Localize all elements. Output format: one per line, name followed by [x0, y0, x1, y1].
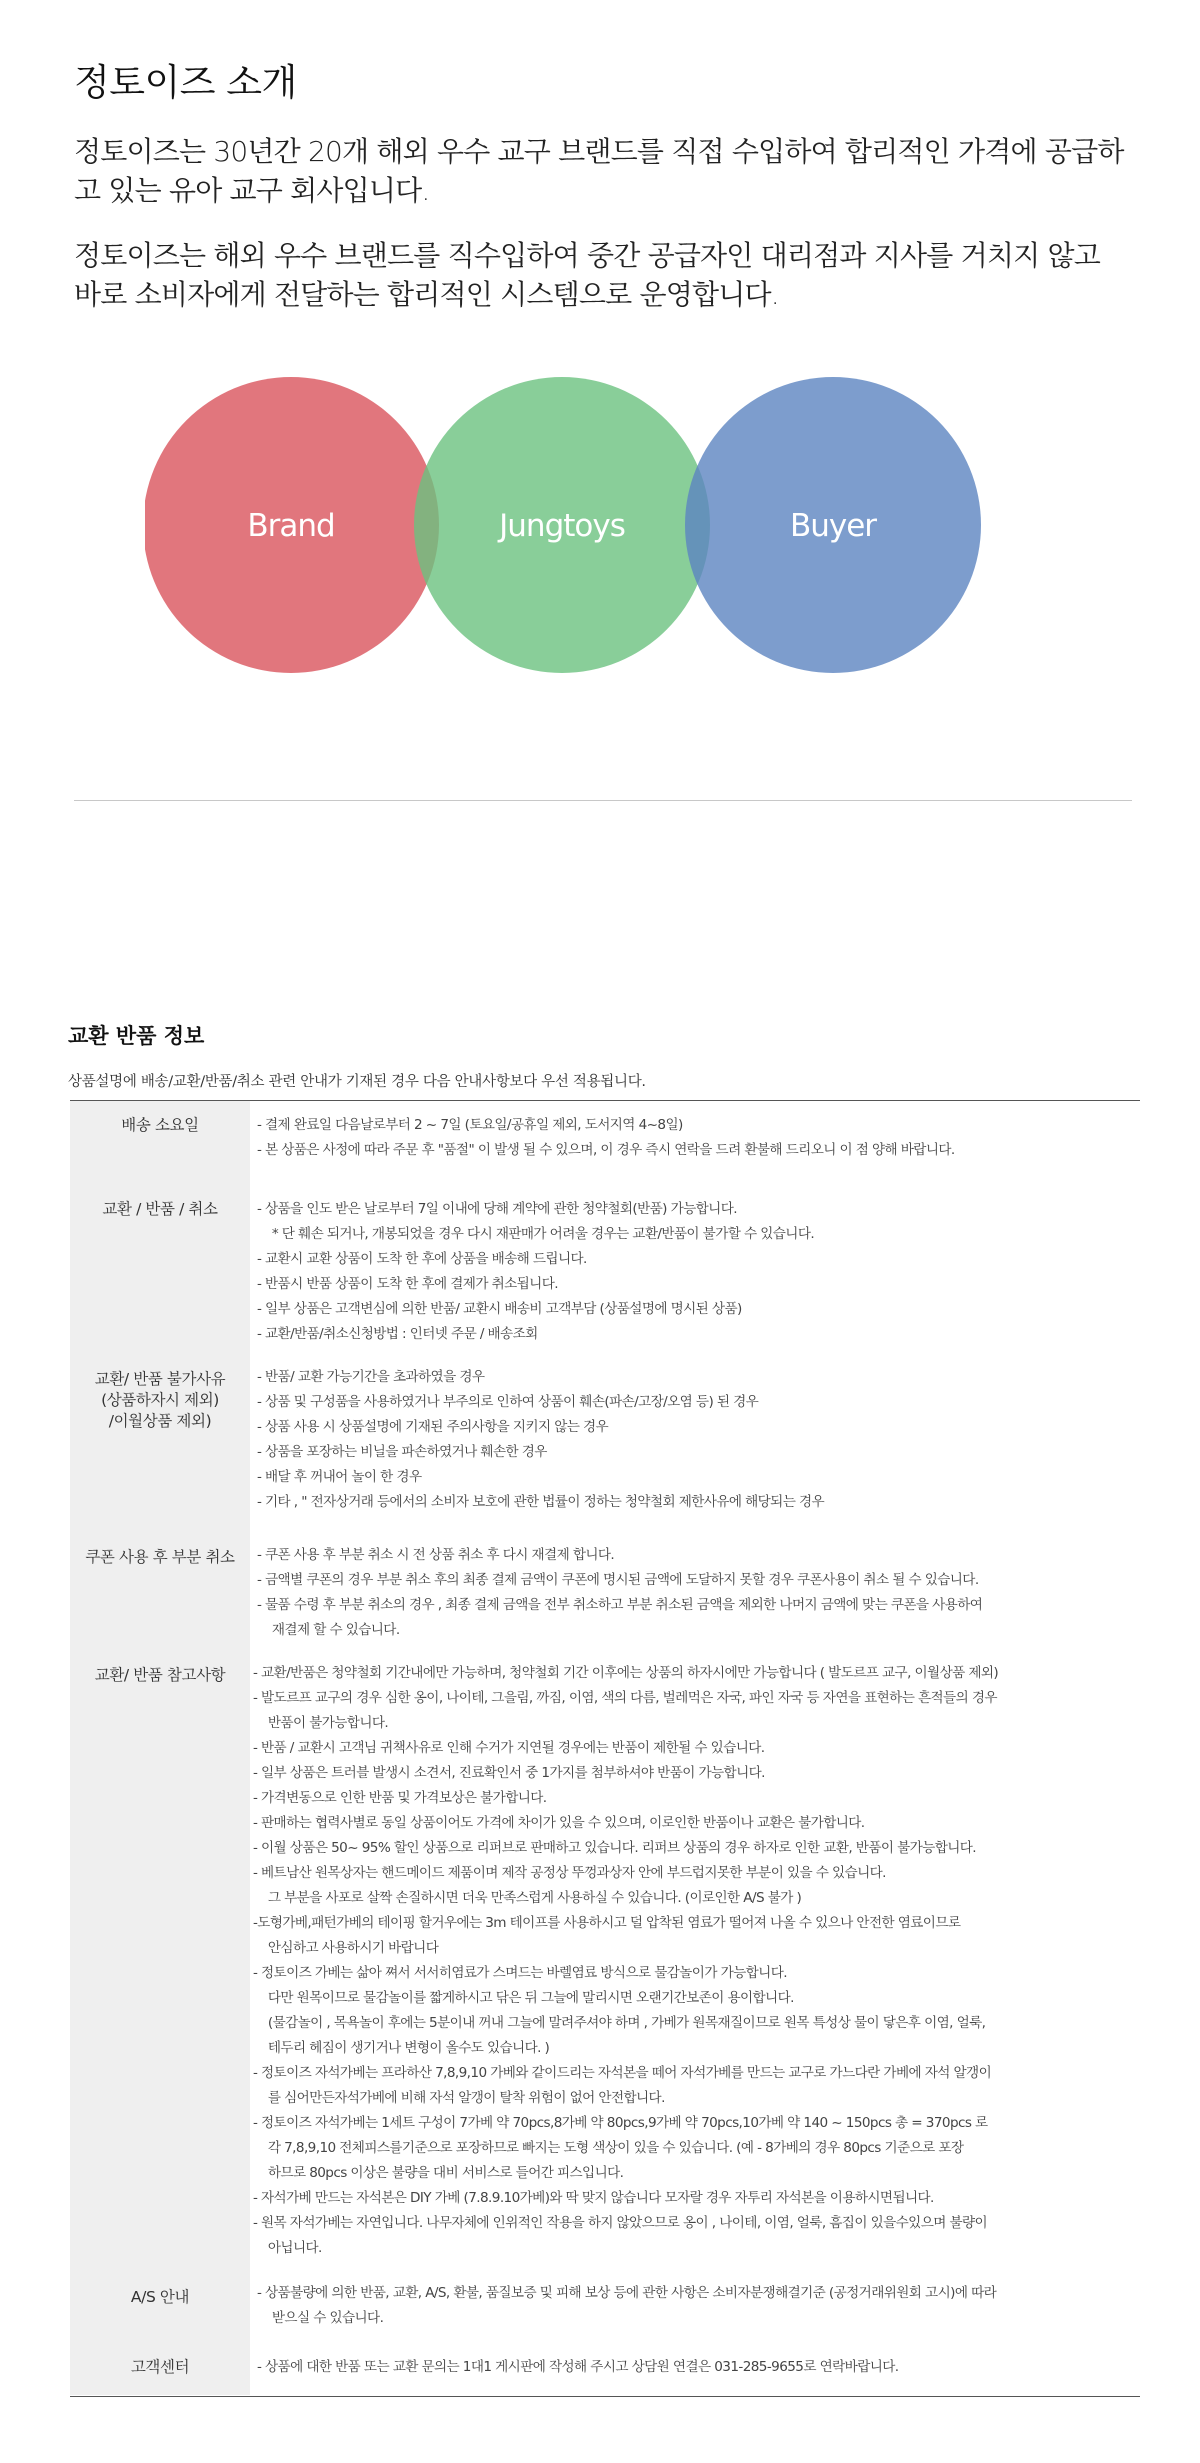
row-line: - 물품 수령 후 부분 취소의 경우 , 최종 결제 금액을 전부 취소하고 부분 취소된 금액을 제외한 나머지 금액에 맞는 쿠폰을 사용하여: [257, 1597, 983, 1613]
row-header-line: 교환/ 반품 불가사유: [94, 1370, 226, 1388]
row-header: [70, 1101, 250, 1181]
row-line: * 단 훼손 되거나, 개봉되었을 경우 다시 재판매가 어려울 경우는 교환/반품이 불가할 수 있습니다.: [257, 1226, 815, 1242]
row-body: [257, 1543, 1140, 1643]
row-line: - 일부 상품은 고객변심에 의한 반품/ 교환시 배송비 고객부담 (상품설명에 명시된 상품): [257, 1301, 742, 1317]
row-line: 각 7,8,9,10 전체피스를기준으로 포장하므로 빠지는 도형 색상이 있을 수 있습니다. (예 - 8가베의 경우 80pcs 기준으로 포장: [253, 2140, 964, 2156]
row-line: - 상품을 인도 받은 날로부터 7일 이내에 당해 계약에 관한 청약철회(반품) 가능합니다.: [257, 1201, 737, 1217]
row-line: - 교환/반품은 청약철회 기간내에만 가능하며, 청약철회 기간 이후에는 상품의 하자시에만 가능합니다 ( 발도르프 교구, 이월상품 제외): [253, 1665, 999, 1681]
brand-label: Brand: [247, 508, 335, 544]
policy-row-coupon: [70, 1533, 1140, 1653]
row-header: [70, 2341, 250, 2395]
row-line: - 기타 , " 전자상거래 등에서의 소비자 보호에 관한 법률이 정하는 청약철회 제한사유에 해당되는 경우: [257, 1494, 825, 1510]
row-line: 테두리 헤짐이 생기거나 변형이 올수도 있습니다. ): [253, 2040, 550, 2056]
row-header: [70, 1533, 250, 1653]
row-line: - 베트남산 원목상자는 핸드메이드 제품이며 제작 공정상 뚜껑과상자 안에 부드럽지못한 부분이 있을 수 있습니다.: [253, 1865, 886, 1881]
row-line: - 결제 완료일 다음날로부터 2 ~ 7일 (토요일/공휴일 제외, 도서지역 4~8일): [257, 1117, 683, 1133]
intro-paragraph-2: 정토이즈는 해외 우수 브랜드를 직수입하여 중간 공급자인 대리점과 지사를 거치지 않고 바로 소비자에게 전달하는 합리적인 시스템으로 운영합니다.: [74, 239, 1100, 311]
section-divider: [74, 800, 1132, 801]
row-body: [257, 1197, 1140, 1347]
row-line: - 상품 및 구성품을 사용하였거나 부주의로 인하여 상품이 훼손(파손/고장/오염 등) 된 경우: [257, 1394, 759, 1410]
row-line: - 교환/반품/취소신청방법 : 인터넷 주문 / 배송조회: [257, 1326, 538, 1342]
row-header: [70, 1361, 250, 1533]
row-body: [257, 1113, 1140, 1163]
row-line: 를 심어만든자석가베에 비해 자석 알갱이 탈착 위험이 없어 안전합니다.: [253, 2090, 665, 2106]
buyer-label: Buyer: [789, 508, 877, 544]
row-header: [70, 2273, 250, 2341]
row-header-line: 고객센터: [130, 2358, 190, 2376]
row-line: - 상품에 대한 반품 또는 교환 문의는 1대1 게시판에 작성해 주시고 상담원 연결은 031-285-9655로 연락바랍니다.: [257, 2359, 899, 2375]
row-header-line: A/S 안내: [130, 2288, 190, 2306]
row-body: [257, 2281, 1140, 2331]
row-line: - 정토이즈 자석가베는 프라하산 7,8,9,10 가베와 같이드리는 자석본을 떼어 자석가베를 만드는 교구로 가느다란 가베에 자석 알갱이: [253, 2065, 992, 2081]
row-line: - 정토이즈 가베는 삶아 쪄서 서서히염료가 스며드는 바렐염료 방식으로 물감놀이가 가능합니다.: [253, 1965, 787, 1981]
row-line: 안심하고 사용하시기 바랍니다: [253, 1940, 439, 1956]
intro-title: 정토이즈 소개: [74, 61, 297, 104]
row-line: 그 부분을 사포로 살짝 손질하시면 더욱 만족스럽게 사용하실 수 있습니다. (이로인한 A/S 불가 ): [253, 1890, 802, 1906]
policy-row-notes: [70, 1653, 1140, 2273]
row-header-line: 쿠폰 사용 후 부분 취소: [85, 1548, 235, 1566]
row-line: 하므로 80pcs 이상은 불량을 대비 서비스로 들어간 피스입니다.: [253, 2165, 624, 2181]
row-line: (물감놀이 , 목욕놀이 후에는 5분이내 꺼내 그늘에 말려주셔야 하며 , 가베가 원목재질이므로 원목 특성상 물이 닿은후 이염, 얼룩,: [253, 2015, 986, 2031]
row-header-line: /이월상품 제외): [108, 1412, 212, 1430]
row-header-line: 교환 / 반품 / 취소: [102, 1200, 218, 1218]
policy-row-customer-center: [70, 2341, 1140, 2395]
row-line: - 교환시 교환 상품이 도착 한 후에 상품을 배송해 드립니다.: [257, 1251, 587, 1267]
intro-paragraph-1: 정토이즈는 30년간 20개 해외 우수 교구 브랜드를 직접 수입하여 합리적인 가격에 공급하고 있는 유아 교구 회사입니다.: [74, 135, 1124, 207]
row-body: [257, 2355, 1140, 2380]
row-header-line: 교환/ 반품 참고사항: [94, 1666, 226, 1684]
row-body: [253, 1661, 1140, 2261]
policy-row-not-allowed: [70, 1361, 1140, 1533]
jungtoys-label: Jungtoys: [499, 508, 625, 544]
row-line: - 반품 / 교환시 고객님 귀책사유로 인해 수거가 지연될 경우에는 반품이 제한될 수 있습니다.: [253, 1740, 765, 1756]
row-line: 반품이 불가능합니다.: [253, 1715, 389, 1731]
row-line: 다만 원목이므로 물감놀이를 짧게하시고 닦은 뒤 그늘에 말리시면 오랜기간보존이 용이합니다.: [253, 1990, 794, 2006]
row-line: - 쿠폰 사용 후 부분 취소 시 전 상품 취소 후 다시 재결제 합니다.: [257, 1547, 615, 1563]
row-header-line: 배송 소요일: [121, 1116, 199, 1134]
row-line: -도형가베,패턴가베의 테이핑 할거우에는 3m 테이프를 사용하시고 덜 압착된 염료가 떨어져 나올 수 있으나 안전한 염료이므로: [253, 1915, 961, 1931]
venn-diagram: [145, 374, 990, 676]
row-line: - 정토이즈 자석가베는 1세트 구성이 7가베 약 70pcs,8가베 약 80pcs,9가베 약 70pcs,10가베 약 140 ~ 150pcs 총 = 370pcs 로: [253, 2115, 988, 2131]
row-line: - 일부 상품은 트러블 발생시 소견서, 진료확인서 중 1가지를 첨부하셔야 반품이 가능합니다.: [253, 1765, 765, 1781]
row-line: - 상품 사용 시 상품설명에 기재된 주의사항을 지키지 않는 경우: [257, 1419, 609, 1435]
row-line: 재결제 할 수 있습니다.: [257, 1622, 400, 1638]
row-line: - 자석가베 만드는 자석본은 DIY 가베 (7.8.9.10가베)와 딱 맞지 않습니다 모자랄 경우 자투리 자석본을 이용하시면됩니다.: [253, 2190, 934, 2206]
row-body: [257, 1365, 1140, 1515]
row-line: - 금액별 쿠폰의 경우 부분 취소 후의 최종 결제 금액이 쿠폰에 명시된 금액에 도달하지 못할 경우 쿠폰사용이 취소 될 수 있습니다.: [257, 1572, 979, 1588]
row-line: - 본 상품은 사정에 따라 주문 후 "품절" 이 발생 될 수 있으며, 이 경우 즉시 연락을 드려 환불해 드리오니 이 점 양해 바랍니다.: [257, 1142, 955, 1158]
row-header: [70, 1181, 250, 1361]
row-line: - 이월 상품은 50~ 95% 할인 상품으로 리퍼브로 판매하고 있습니다. 리퍼브 상품의 경우 하자로 인한 교환, 반품이 불가능합니다.: [253, 1840, 977, 1856]
row-line: - 배달 후 꺼내어 놀이 한 경우: [257, 1469, 422, 1485]
policy-row-exchange-return: [70, 1181, 1140, 1361]
row-line: - 상품을 포장하는 비닐을 파손하였거나 훼손한 경우: [257, 1444, 547, 1460]
row-line: - 발도르프 교구의 경우 심한 옹이, 나이테, 그을림, 까짐, 이염, 색의 다름, 벌레먹은 자국, 파인 자국 등 자연을 표현하는 흔적들의 경우: [253, 1690, 997, 1706]
policy-note: 상품설명에 배송/교환/반품/취소 관련 안내가 기재된 경우 다음 안내사항보다 우선 적용됩니다.: [68, 1074, 646, 1090]
row-line: - 상품불량에 의한 반품, 교환, A/S, 환불, 품질보증 및 피해 보상 등에 관한 사항은 소비자분쟁해결기준 (공정거래위원회 고시)에 따라: [257, 2285, 997, 2301]
row-header: [70, 1653, 250, 2273]
policy-table: [70, 1100, 1140, 2397]
policy-title: 교환 반품 정보: [68, 1024, 205, 1048]
row-line: - 반품시 반품 상품이 도착 한 후에 결제가 취소됩니다.: [257, 1276, 558, 1292]
row-line: - 원목 자석가베는 자연입니다. 나무자체에 인위적인 작용을 하지 않았으므로 옹이 , 나이테, 이염, 얼룩, 흠집이 있을수있으며 불량이: [253, 2215, 988, 2231]
row-line: - 가격변동으로 인한 반품 및 가격보상은 불가합니다.: [253, 1790, 547, 1806]
policy-row-as: [70, 2273, 1140, 2341]
row-line: - 판매하는 협력사별로 동일 상품이어도 가격에 차이가 있을 수 있으며, 이로인한 반품이나 교환은 불가합니다.: [253, 1815, 865, 1831]
row-line: - 반품/ 교환 가능기간을 초과하였을 경우: [257, 1369, 485, 1385]
row-line: 아닙니다.: [253, 2240, 322, 2256]
row-header-line: (상품하자시 제외): [101, 1391, 219, 1409]
policy-row-delivery: [70, 1101, 1140, 1181]
row-line: 받으실 수 있습니다.: [257, 2310, 384, 2326]
